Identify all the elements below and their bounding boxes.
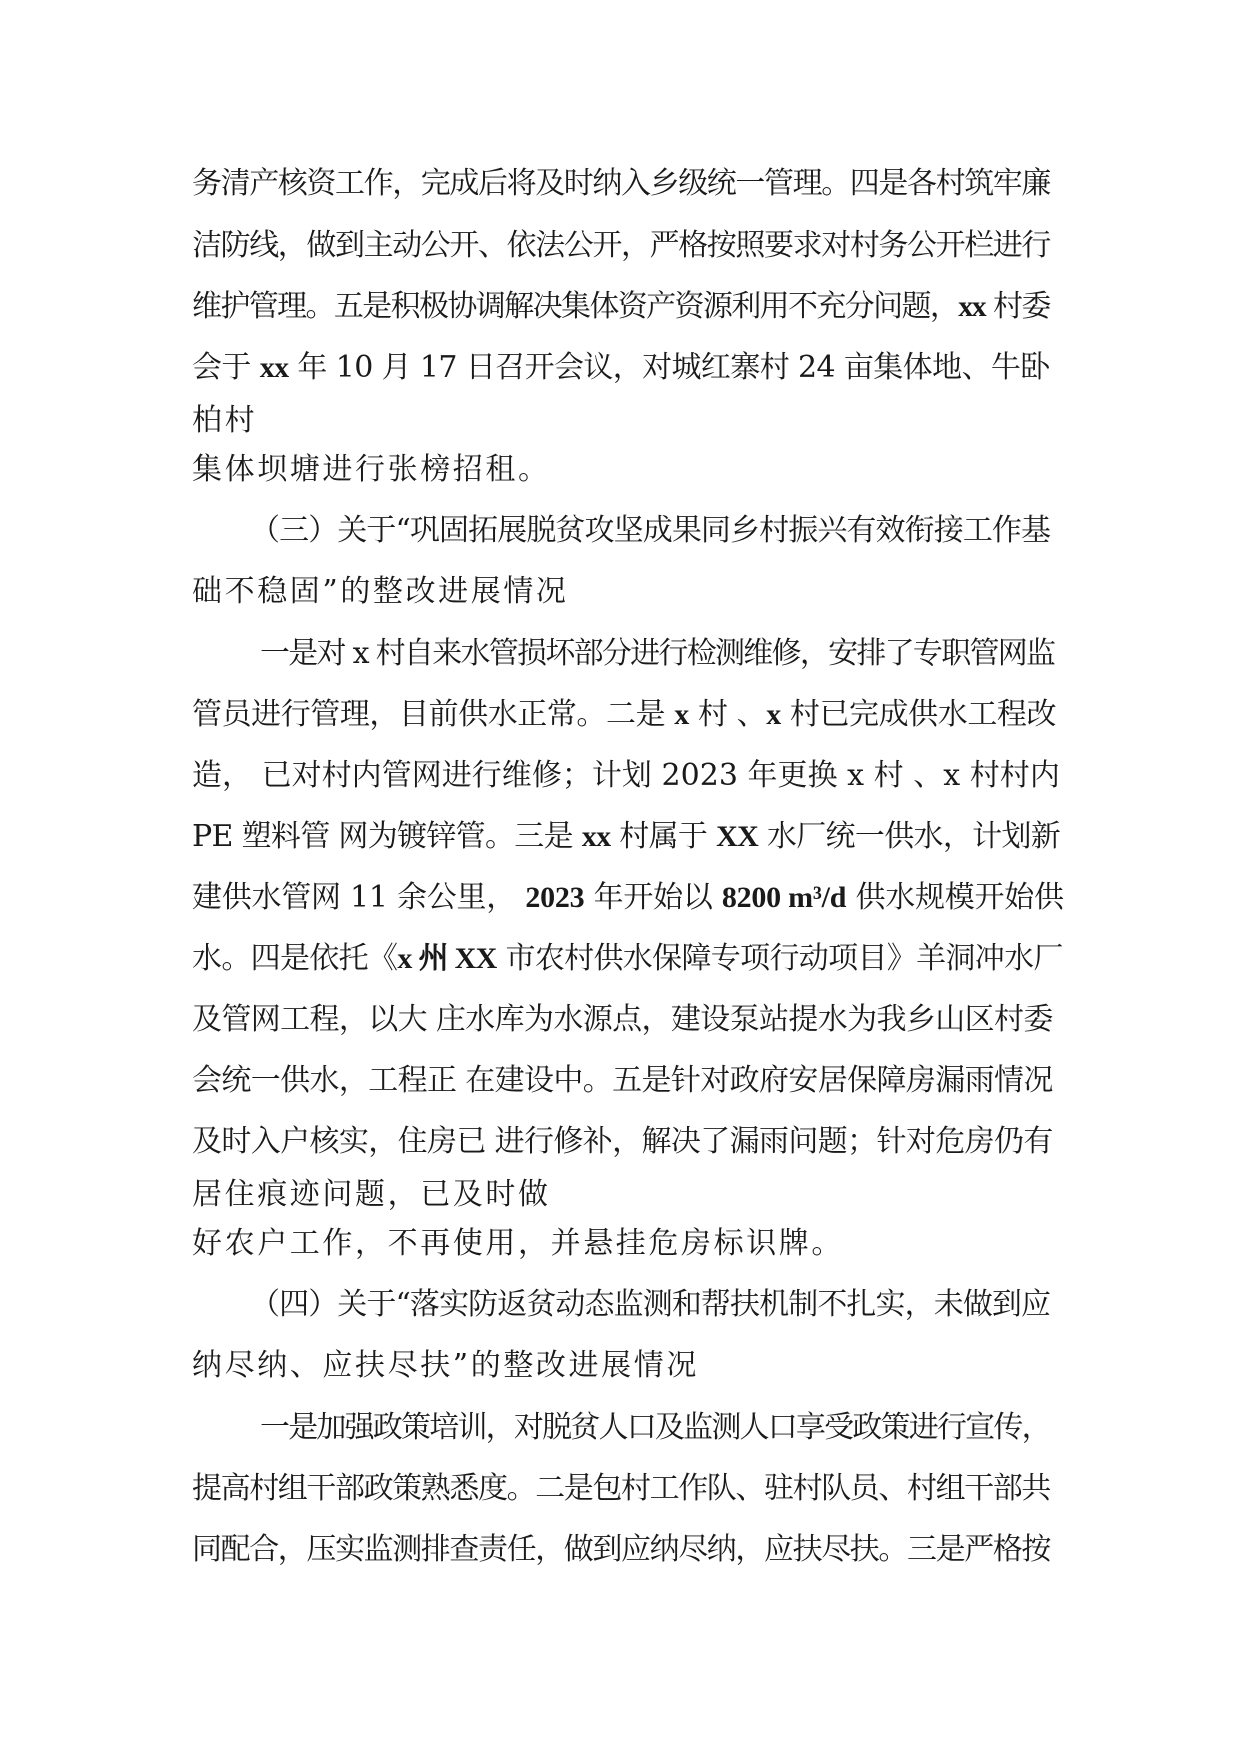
text-run: 居住痕迹问题，已及时做	[192, 1177, 551, 1212]
text-run: 础不稳固”的整改进展情况	[192, 574, 569, 609]
text-run: 会统一供水，工程正 在建设中。五是针对政府安居保障房漏雨情况	[192, 1063, 1053, 1098]
text-run: 及管网工程，以大 庄水库为水源点，建设泵站提水为我乡山区村委	[192, 1002, 1053, 1037]
text-run: 洁防线，做到主动公开、依法公开，严格按照要求对村务公开栏进行	[192, 228, 1050, 263]
text-line	[192, 289, 1050, 325]
text-line	[192, 452, 551, 488]
text-run: 市农村供水保障专项行动项目》羊洞冲水厂	[496, 941, 1063, 976]
text-run: 村属于	[610, 819, 717, 854]
text-run: 年 10 月 17 日召开会议，对城红寨村 24 亩集体地、牛卧	[288, 350, 1050, 385]
text-run: 年开始以	[584, 880, 722, 915]
text-run: 好农户工作，不再使用，并悬挂危房标识牌。	[192, 1226, 844, 1261]
text-run: 管员进行管理，目前供水正常。二是	[192, 697, 675, 732]
bold-text: x	[766, 698, 781, 731]
text-line	[192, 1124, 1053, 1160]
text-line	[192, 758, 1060, 794]
text-run: PE 塑料管 网为镀锌管。三是	[192, 819, 582, 854]
bold-text: xx	[581, 820, 611, 853]
text-run: 村委	[985, 289, 1050, 324]
text-line	[192, 1532, 1050, 1568]
text-line	[192, 1002, 1053, 1038]
text-line	[192, 941, 1063, 977]
text-run: 集体坝塘进行张榜招租。	[192, 452, 551, 487]
text-line	[192, 880, 1064, 916]
bold-text: 2023	[525, 881, 585, 914]
text-line	[192, 228, 1050, 264]
bold-text: x	[674, 698, 689, 731]
text-run: （四）关于“落实防返贫动态监测和帮扶机制不扎实，未做到应	[250, 1287, 1051, 1322]
text-run: 一是对 x 村自来水管损坏部分进行检测维修，安排了专职管网监	[260, 636, 1055, 671]
text-run: 会于	[192, 350, 260, 385]
text-run: 纳尽纳、应扶尽扶”的整改进展情况	[192, 1348, 699, 1383]
text-run: 建供水管网 11 余公里，	[192, 880, 526, 915]
text-line	[260, 1410, 1050, 1446]
text-run: （三）关于“巩固拓展脱贫攻坚成果同乡村振兴有效衔接工作基	[250, 513, 1051, 548]
text-run: 水厂统一供水，计划新	[758, 819, 1061, 854]
text-run: 水。四是依托《	[192, 941, 398, 976]
section-heading	[250, 1287, 1050, 1323]
text-line	[192, 403, 257, 439]
text-line	[260, 636, 1054, 672]
text-line	[192, 1226, 844, 1262]
section-heading	[250, 513, 1050, 549]
text-line	[192, 697, 1056, 733]
bold-text: XX	[716, 820, 759, 853]
text-run: 村已完成供水工程改	[780, 697, 1057, 732]
text-run: 一是加强政策培训，对脱贫人口及监测人口享受政策进行宣传，	[260, 1410, 1050, 1445]
bold-text: xx	[259, 351, 289, 384]
text-run: 提高村组干部政策熟悉度。二是包村工作队、驻村队员、村组干部共	[192, 1471, 1050, 1506]
bold-text: 8200 m³/d	[721, 881, 847, 914]
text-line	[192, 819, 1060, 855]
text-line	[192, 1063, 1053, 1099]
text-run: 及时入户核实，住房已 进行修补，解决了漏雨问题；针对危房仍有	[192, 1124, 1053, 1159]
text-line	[192, 166, 1050, 202]
text-line	[192, 350, 1050, 386]
text-run: 维护管理。五是积极协调解决集体资产资源利用不充分问题，	[192, 289, 959, 324]
text-line	[192, 1471, 1050, 1507]
text-run: 造， 已对村内管网进行维修；计划 2023 年更换 x 村 、x 村村内	[192, 758, 1060, 793]
text-line	[192, 1177, 551, 1213]
bold-text: xx	[958, 290, 986, 323]
bold-text: x 州 XX	[397, 942, 497, 975]
section-heading	[192, 1348, 699, 1384]
section-heading	[192, 574, 569, 610]
text-run: 柏村	[192, 403, 258, 438]
text-run: 供水规模开始供	[846, 880, 1064, 915]
text-run: 同配合，压实监测排查责任，做到应纳尽纳，应扶尽扶。三是严格按	[192, 1532, 1050, 1567]
text-run: 村 、	[688, 697, 767, 732]
text-run: 务清产核资工作，完成后将及时纳入乡级统一管理。四是各村筑牢廉	[192, 166, 1050, 201]
